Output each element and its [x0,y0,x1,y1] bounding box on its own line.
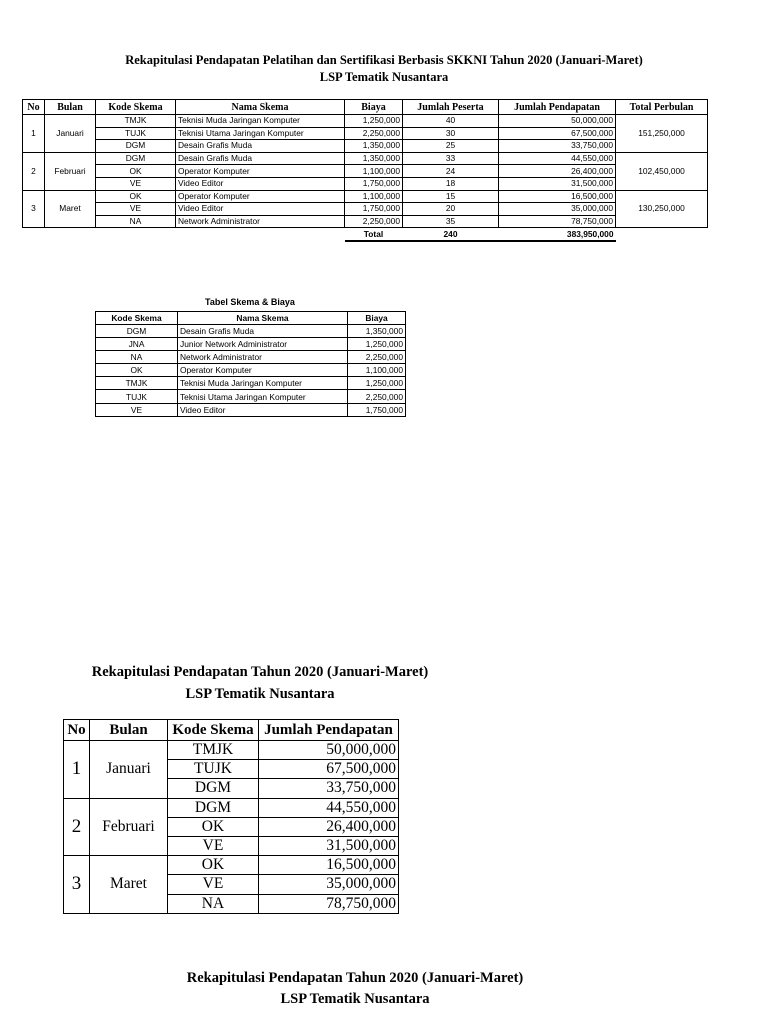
scheme-name: Video Editor [176,177,345,190]
scheme-code: VE [96,403,178,416]
scheme-name: Teknisi Muda Jaringan Komputer [178,377,348,390]
summary-table [63,719,399,914]
table-row [64,856,399,875]
scheme-fee: 2,250,000 [345,215,403,228]
monthly-total: 102,450,000 [616,152,708,190]
table-row [96,325,406,338]
scheme-code: NA [96,215,176,228]
table-row [23,115,708,128]
scheme-fee: 1,350,000 [345,140,403,153]
monthly-total: 151,250,000 [616,115,708,153]
month-name: Maret [45,190,96,228]
revenue: 78,750,000 [499,215,616,228]
scheme-code: DGM [168,779,259,798]
revenue: 67,500,000 [499,127,616,140]
table-row [96,377,406,390]
revenue: 67,500,000 [259,760,399,779]
table-row [23,165,708,178]
total-revenue: 383,950,000 [499,228,616,241]
scheme-name: Operator Komputer [176,165,345,178]
table-header-row [96,312,406,325]
scheme-code: TMJK [168,741,259,760]
scheme-name: Network Administrator [176,215,345,228]
scheme-code: DGM [168,798,259,817]
recap-title [0,52,768,86]
scheme-name: Video Editor [176,203,345,216]
month-no: 1 [64,741,90,799]
table-row [23,127,708,140]
revenue: 50,000,000 [499,115,616,128]
scheme-code: VE [168,836,259,855]
summary-title-2-line1: Rekapitulasi Pendapatan Tahun 2020 (Januari-Maret) [186,970,524,986]
scheme-code: TMJK [96,115,176,128]
scheme-code: VE [168,875,259,894]
table-header-row [23,100,708,115]
scheme-code: JNA [96,338,178,351]
revenue: 16,500,000 [499,190,616,203]
scheme-name: Teknisi Utama Jaringan Komputer [178,390,348,403]
scheme-name: Operator Komputer [178,364,348,377]
scheme-code: TUJK [96,127,176,140]
table-header-row [64,720,399,741]
scheme-fee: 1,100,000 [345,190,403,203]
column-header: Jumlah Peserta [403,100,499,115]
month-no: 3 [23,190,45,228]
table-row [64,741,399,760]
table-row [23,215,708,228]
month-name: Februari [45,152,96,190]
scheme-fee: 1,250,000 [348,377,406,390]
monthly-total: 130,250,000 [616,190,708,228]
scheme-name: Teknisi Muda Jaringan Komputer [176,115,345,128]
column-header: Nama Skema [178,312,348,325]
scheme-code: OK [96,190,176,203]
column-header: Jumlah Pendapatan [499,100,616,115]
participant-count: 30 [403,127,499,140]
scheme-name: Desain Grafis Muda [178,325,348,338]
month-no: 1 [23,115,45,153]
total-label: Total [345,228,403,241]
scheme-code: OK [96,165,176,178]
month-name: Januari [45,115,96,153]
summary-title [60,661,460,705]
month-no: 3 [64,856,90,914]
scheme-fee-table [95,311,406,417]
table-row [96,364,406,377]
scheme-fee: 1,750,000 [345,203,403,216]
scheme-name: Teknisi Utama Jaringan Komputer [176,127,345,140]
revenue: 35,000,000 [259,875,399,894]
scheme-code: TMJK [96,377,178,390]
scheme-fee: 2,250,000 [345,127,403,140]
scheme-code: OK [168,817,259,836]
participant-count: 35 [403,215,499,228]
scheme-code: VE [96,177,176,190]
participant-count: 33 [403,152,499,165]
table-row [23,152,708,165]
summary-title-line2: LSP Tematik Nusantara [185,686,335,702]
scheme-fee: 1,250,000 [345,115,403,128]
participant-count: 24 [403,165,499,178]
total-participants: 240 [403,228,499,241]
scheme-code: TUJK [168,760,259,779]
scheme-name: Video Editor [178,403,348,416]
revenue: 26,400,000 [259,817,399,836]
column-header: Kode Skema [96,100,176,115]
revenue: 31,500,000 [259,836,399,855]
table-row [23,203,708,216]
scheme-name: Desain Grafis Muda [176,140,345,153]
revenue: 78,750,000 [259,894,399,913]
revenue: 16,500,000 [259,856,399,875]
scheme-fee: 1,750,000 [348,403,406,416]
scheme-code: NA [168,894,259,913]
revenue: 44,550,000 [499,152,616,165]
recap-title-line2: LSP Tematik Nusantara [319,70,449,84]
column-header: Jumlah Pendapatan [259,720,399,741]
scheme-name: Junior Network Administrator [178,338,348,351]
scheme-code: VE [96,203,176,216]
column-header: Nama Skema [176,100,345,115]
scheme-fee: 2,250,000 [348,351,406,364]
month-no: 2 [23,152,45,190]
revenue: 50,000,000 [259,741,399,760]
scheme-fee: 1,350,000 [345,152,403,165]
table-row [23,140,708,153]
column-header: Biaya [348,312,406,325]
scheme-code: OK [168,856,259,875]
revenue: 33,750,000 [259,779,399,798]
scheme-code: TUJK [96,390,178,403]
column-header: Total Perbulan [616,100,708,115]
scheme-name: Network Administrator [178,351,348,364]
table-row [96,338,406,351]
scheme-fee: 1,100,000 [348,364,406,377]
month-no: 2 [64,798,90,856]
revenue: 35,000,000 [499,203,616,216]
scheme-fee: 1,250,000 [348,338,406,351]
summary-title-2 [155,968,555,1010]
scheme-fee: 1,750,000 [345,177,403,190]
month-name: Maret [90,856,168,914]
table-row [96,390,406,403]
scheme-code: DGM [96,325,178,338]
scheme-fee: 1,350,000 [348,325,406,338]
scheme-code: OK [96,364,178,377]
scheme-code: DGM [96,152,176,165]
scheme-fee: 1,100,000 [345,165,403,178]
table-row [23,177,708,190]
recap-title-line1: Rekapitulasi Pendapatan Pelatihan dan Sertifikasi Berbasis SKKNI Tahun 2020 (Januari-Maret) [125,53,643,67]
revenue: 44,550,000 [259,798,399,817]
participant-count: 25 [403,140,499,153]
scheme-name: Desain Grafis Muda [176,152,345,165]
scheme-code: NA [96,351,178,364]
recap-detail-table [22,99,708,242]
table-row [96,351,406,364]
table-row [23,190,708,203]
participant-count: 18 [403,177,499,190]
scheme-fee: 2,250,000 [348,390,406,403]
participant-count: 40 [403,115,499,128]
column-header: Kode Skema [96,312,178,325]
scheme-fee-caption: Tabel Skema & Biaya [205,297,295,307]
column-header: Bulan [45,100,96,115]
revenue: 31,500,000 [499,177,616,190]
column-header: Kode Skema [168,720,259,741]
column-header: Bulan [90,720,168,741]
month-name: Februari [90,798,168,856]
column-header: No [64,720,90,741]
month-name: Januari [90,741,168,799]
total-row [23,228,708,241]
scheme-name: Operator Komputer [176,190,345,203]
revenue: 26,400,000 [499,165,616,178]
summary-title-2-line2: LSP Tematik Nusantara [280,991,430,1007]
scheme-code: DGM [96,140,176,153]
summary-title-line1: Rekapitulasi Pendapatan Tahun 2020 (Januari-Maret) [91,664,429,680]
table-row [96,403,406,416]
revenue: 33,750,000 [499,140,616,153]
column-header: No [23,100,45,115]
column-header: Biaya [345,100,403,115]
table-row [64,798,399,817]
participant-count: 15 [403,190,499,203]
participant-count: 20 [403,203,499,216]
